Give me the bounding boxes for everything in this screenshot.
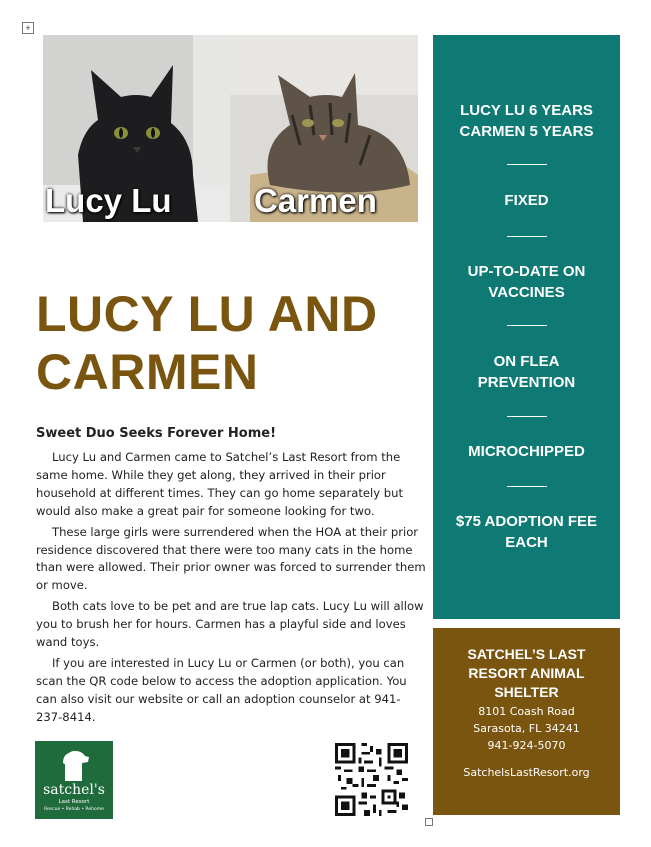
divider xyxy=(507,164,547,165)
logo-tagline: Rescue • Rehab • Rehome xyxy=(44,807,104,812)
vaccines-line-2: VACCINES xyxy=(488,284,565,301)
resize-handle-icon[interactable] xyxy=(425,818,433,826)
shelter-name-line-1: SATCHEL’S LAST xyxy=(467,646,586,662)
logo-sub: Last Resort xyxy=(58,799,90,805)
fee-line-2: EACH xyxy=(505,534,548,551)
fee-line-1: $75 ADOPTION FEE xyxy=(455,513,598,530)
divider xyxy=(507,486,547,487)
page-title xyxy=(36,285,416,401)
divider xyxy=(507,325,547,326)
facts-fee xyxy=(433,511,620,553)
body-text xyxy=(36,449,426,730)
qr-code-icon[interactable] xyxy=(335,743,408,816)
flea-line-1: ON FLEA xyxy=(493,353,560,370)
shelter-name xyxy=(433,645,620,702)
body-paragraph-3: Both cats love to be pet and are true lap cats. Lucy Lu will allow you to brush her for hours. Carmen has a playful side and loves wand toys. xyxy=(36,599,424,650)
body-paragraph-4: If you are interested in Lucy Lu or Carmen (or both), you can scan the QR code below to access the adoption application. You can also visit our website or call an adoption counselor at 941-237-8414. xyxy=(36,655,407,724)
shelter-panel xyxy=(433,628,620,815)
body-paragraph-1: Lucy Lu and Carmen came to Satchel’s Last Resort from the same home. While they get along, they arrived in their prior household at different times. They can go home separately but would also make a great pair for someone looking for two. xyxy=(36,450,404,518)
facts-vaccines xyxy=(433,261,620,303)
shelter-website[interactable]: SatchelsLastResort.org xyxy=(463,766,590,779)
facts-panel xyxy=(433,35,620,619)
title-line-1: LUCY LU AND xyxy=(36,286,378,342)
move-handle-icon[interactable]: + xyxy=(22,22,34,34)
flea-line-2: PREVENTION xyxy=(477,374,576,391)
facts-fixed: FIXED xyxy=(504,192,549,209)
shelter-name-line-2: RESORT ANIMAL xyxy=(468,665,585,681)
vaccines-line-1: UP-TO-DATE ON xyxy=(467,263,586,280)
lucy-lu-photo-label: Lucy Lu xyxy=(45,182,172,219)
shelter-name-line-3: SHELTER xyxy=(494,684,559,700)
ages-carmen: CARMEN 5 YEARS xyxy=(459,123,594,140)
facts-ages xyxy=(433,100,620,142)
photo-carmen xyxy=(230,35,418,222)
divider xyxy=(507,236,547,237)
satchels-logo xyxy=(35,741,113,819)
facts-flea xyxy=(433,351,620,393)
title-line-2: CARMEN xyxy=(36,344,259,400)
facts-microchipped: MICROCHIPPED xyxy=(468,443,585,460)
logo-name: satchel's xyxy=(43,782,105,798)
subtitle: Sweet Duo Seeks Forever Home! xyxy=(36,426,276,441)
shelter-phone: 941-924-5070 xyxy=(487,739,566,752)
photo-lucy-lu xyxy=(43,35,230,222)
divider xyxy=(507,416,547,417)
ages-lucy: LUCY LU 6 YEARS xyxy=(460,102,593,119)
shelter-address-line-1: 8101 Coash Road xyxy=(478,705,575,718)
shelter-address-line-2: Sarasota, FL 34241 xyxy=(473,722,580,735)
body-paragraph-2: These large girls were surrendered when the HOA at their prior residence discovered that there were too many cats in the home than were allowed. Their prior owner was forced to surrender them or move. xyxy=(36,524,426,593)
carmen-photo-label: Carmen xyxy=(254,182,377,219)
